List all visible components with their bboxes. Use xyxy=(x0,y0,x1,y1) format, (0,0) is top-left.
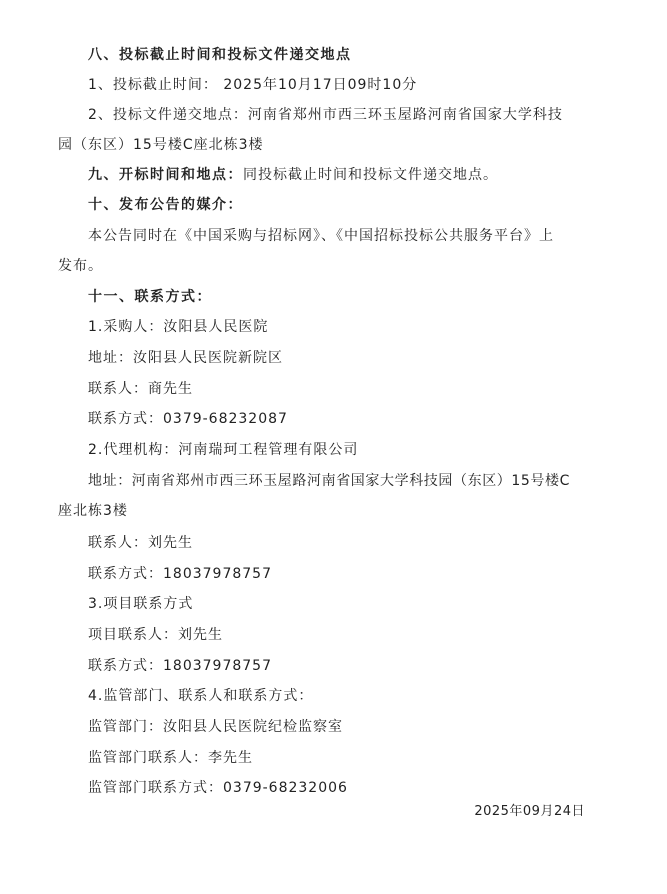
agency-phone: 联系方式：18037978757 xyxy=(88,566,272,582)
project-phone: 联系方式：18037978757 xyxy=(88,658,272,674)
agency-contact: 联系人：刘先生 xyxy=(88,535,193,551)
media-text-line1: 本公告同时在《中国采购与招标网》、《中国招标投标公共服务平台》上 xyxy=(88,228,554,244)
bid-deadline: 1、投标截止时间： 2025年10月17日09时10分 xyxy=(88,77,418,93)
project-contact: 项目联系人：刘先生 xyxy=(88,627,223,643)
supervisor-title: 4.监管部门、联系人和联系方式： xyxy=(88,688,314,704)
supervisor-dept: 监管部门：汝阳县人民医院纪检监察室 xyxy=(88,719,343,735)
section-11-heading: 十一、联系方式： xyxy=(88,289,212,305)
section-9-text: 同投标截止时间和投标文件递交地点。 xyxy=(243,167,498,183)
section-9-heading: 九、开标时间和地点： xyxy=(88,167,243,183)
agency-address-line1: 地址：河南省郑州市西三环玉屋路河南省国家大学科技园（东区）15号楼C xyxy=(88,473,570,489)
purchaser-contact: 联系人：商先生 xyxy=(88,381,193,397)
purchaser-phone: 联系方式：0379-68232087 xyxy=(88,411,288,427)
agency-title: 2.代理机构：河南瑞珂工程管理有限公司 xyxy=(88,442,359,458)
submission-address-line2: 园（东区）15号楼C座北栋3楼 xyxy=(58,137,264,153)
agency-address-line2: 座北栋3楼 xyxy=(58,503,128,519)
section-8-heading: 八、投标截止时间和投标文件递交地点 xyxy=(88,47,352,63)
purchaser-title: 1.采购人：汝阳县人民医院 xyxy=(88,319,269,335)
announcement-date: 2025年09月24日 xyxy=(474,804,585,819)
section-9 xyxy=(88,166,498,184)
submission-address-line1: 2、投标文件递交地点：河南省郑州市西三环玉屋路河南省国家大学科技 xyxy=(88,107,563,123)
section-10-heading: 十、发布公告的媒介： xyxy=(88,197,243,213)
media-text-line2: 发布。 xyxy=(58,258,103,274)
supervisor-phone: 监管部门联系方式：0379-68232006 xyxy=(88,780,348,796)
purchaser-address: 地址：汝阳县人民医院新院区 xyxy=(88,350,283,366)
supervisor-contact: 监管部门联系人：李先生 xyxy=(88,750,253,766)
project-title: 3.项目联系方式 xyxy=(88,596,194,612)
